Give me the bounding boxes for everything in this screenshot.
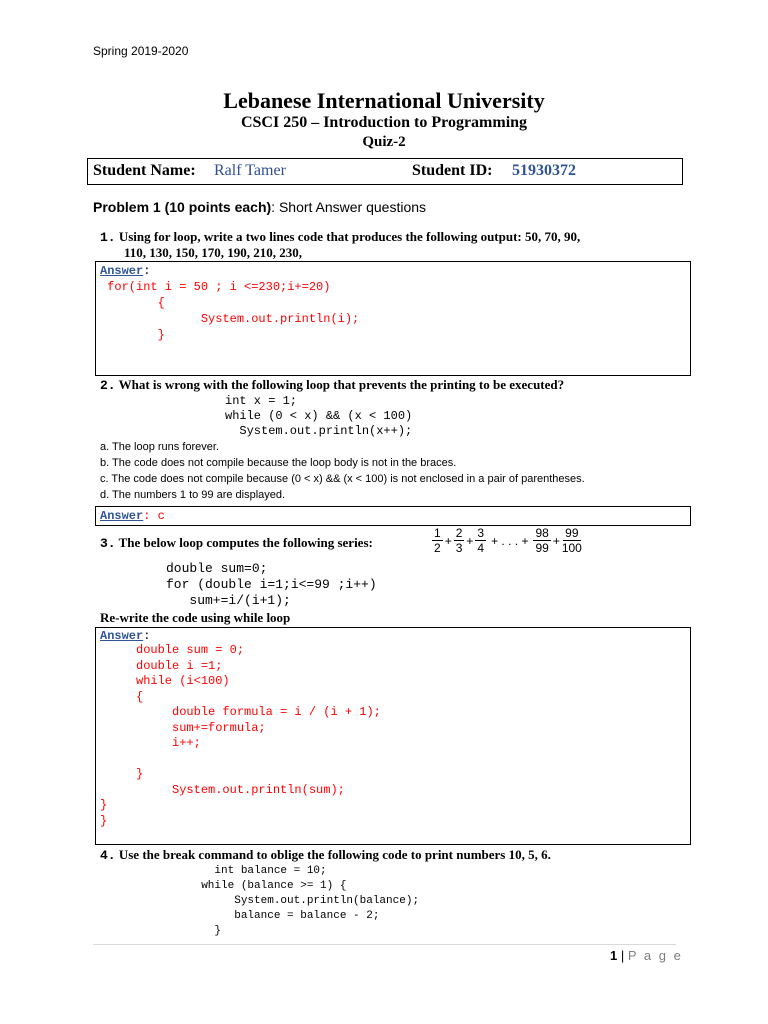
series-formula (430, 526, 584, 555)
answer-3-code: double sum = 0; double i =1; while (i<100) { double formula = i / (i + 1); sum+=formula; i++; } System.out.println(sum); } } (100, 643, 381, 828)
answer-3-label: Answer (100, 629, 144, 643)
footer-divider (93, 944, 676, 945)
option-a: a. The loop runs forever. (100, 441, 220, 453)
option-d: d. The numbers 1 to 99 are displayed. (100, 489, 286, 501)
question-1-text: Using for loop, write a two lines code that produces the following output: 50, 70, 90, (118, 229, 581, 244)
answer-1-label: Answer (100, 264, 144, 278)
plus-sign: + (444, 533, 452, 548)
course-title: CSCI 250 – Introduction to Programming (240, 114, 528, 131)
question-4 (100, 847, 551, 863)
student-id-label: Student ID: (412, 162, 493, 179)
question-4-number: 4. (100, 848, 116, 863)
semester-label: Spring 2019-2020 (93, 44, 189, 58)
fraction-4: $\frac{98}{99}$ (535, 526, 549, 555)
student-info-box (87, 158, 683, 185)
student-id-value: 51930372 (512, 162, 576, 179)
option-c: c. The code does not compile because (0 < x) && (x < 100) is not enclosed in a pair of parentheses. (100, 473, 585, 485)
quiz-title: Quiz-2 (362, 134, 406, 150)
plus-sign: + (466, 533, 474, 548)
problem-heading (93, 199, 426, 215)
answer-2-value: : c (143, 509, 165, 523)
student-name-value: Ralf Tamer (214, 162, 286, 179)
option-b: b. The code does not compile because the loop body is not in the braces. (100, 457, 457, 469)
question-3-code: double sum=0; for (double i=1;i<=99 ;i++) sum+=i/(i+1); (166, 561, 377, 608)
fraction-3: $\frac{3}{4}$ (477, 526, 485, 555)
answer-1-colon: : (143, 264, 151, 278)
fraction-2: $\frac{2}{3}$ (455, 526, 463, 555)
page-word: P a g e (627, 948, 683, 963)
question-2-text: What is wrong with the following loop that prevents the printing to be executed? (118, 377, 565, 392)
rewrite-instruction: Re-write the code using while loop (100, 610, 291, 625)
question-2 (100, 377, 564, 393)
answer-box-1 (95, 261, 691, 376)
answer-box-2 (95, 506, 691, 526)
page-number: 1 (610, 948, 618, 963)
question-2-number: 2. (100, 378, 116, 393)
problem-subtitle: : Short Answer questions (271, 199, 427, 215)
answer-2-label: Answer (100, 509, 144, 523)
problem-title: Problem 1 (10 points each) (93, 199, 272, 215)
question-1-line2: 110, 130, 150, 170, 190, 210, 230, (124, 245, 303, 260)
question-4-code: int balance = 10; while (balance >= 1) { System.out.println(balance); balance = balance - 2; } (201, 865, 420, 937)
question-3-text: The below loop computes the following series: (118, 535, 373, 550)
answer-1-heading (100, 264, 150, 278)
page-separator: | (617, 948, 628, 963)
answer-3-heading (100, 629, 150, 643)
plus-sign: + (552, 533, 560, 548)
series-ellipsis: + . . . + (491, 533, 529, 548)
answer-2-line (100, 509, 165, 523)
question-3 (100, 535, 373, 551)
question-2-code: int x = 1; while (0 < x) && (x < 100) System.out.println(x++); (225, 394, 413, 438)
question-1-number: 1. (100, 230, 116, 245)
answer-box-3 (95, 627, 691, 845)
answer-1-code: for(int i = 50 ; i <=230;i+=20) { System.out.println(i); } (107, 280, 360, 342)
question-1-line1 (100, 229, 580, 245)
answer-3-colon: : (143, 629, 151, 643)
student-name-label: Student Name: (93, 162, 196, 179)
question-4-text: Use the break command to oblige the following code to print numbers 10, 5, 6. (118, 847, 551, 862)
fraction-5: $\frac{99}{100}$ (561, 526, 582, 555)
fraction-1: $\frac{1}{2}$ (434, 526, 441, 555)
question-3-number: 3. (100, 536, 116, 551)
university-title: Lebanese International University (223, 88, 545, 113)
page-footer (610, 948, 683, 963)
